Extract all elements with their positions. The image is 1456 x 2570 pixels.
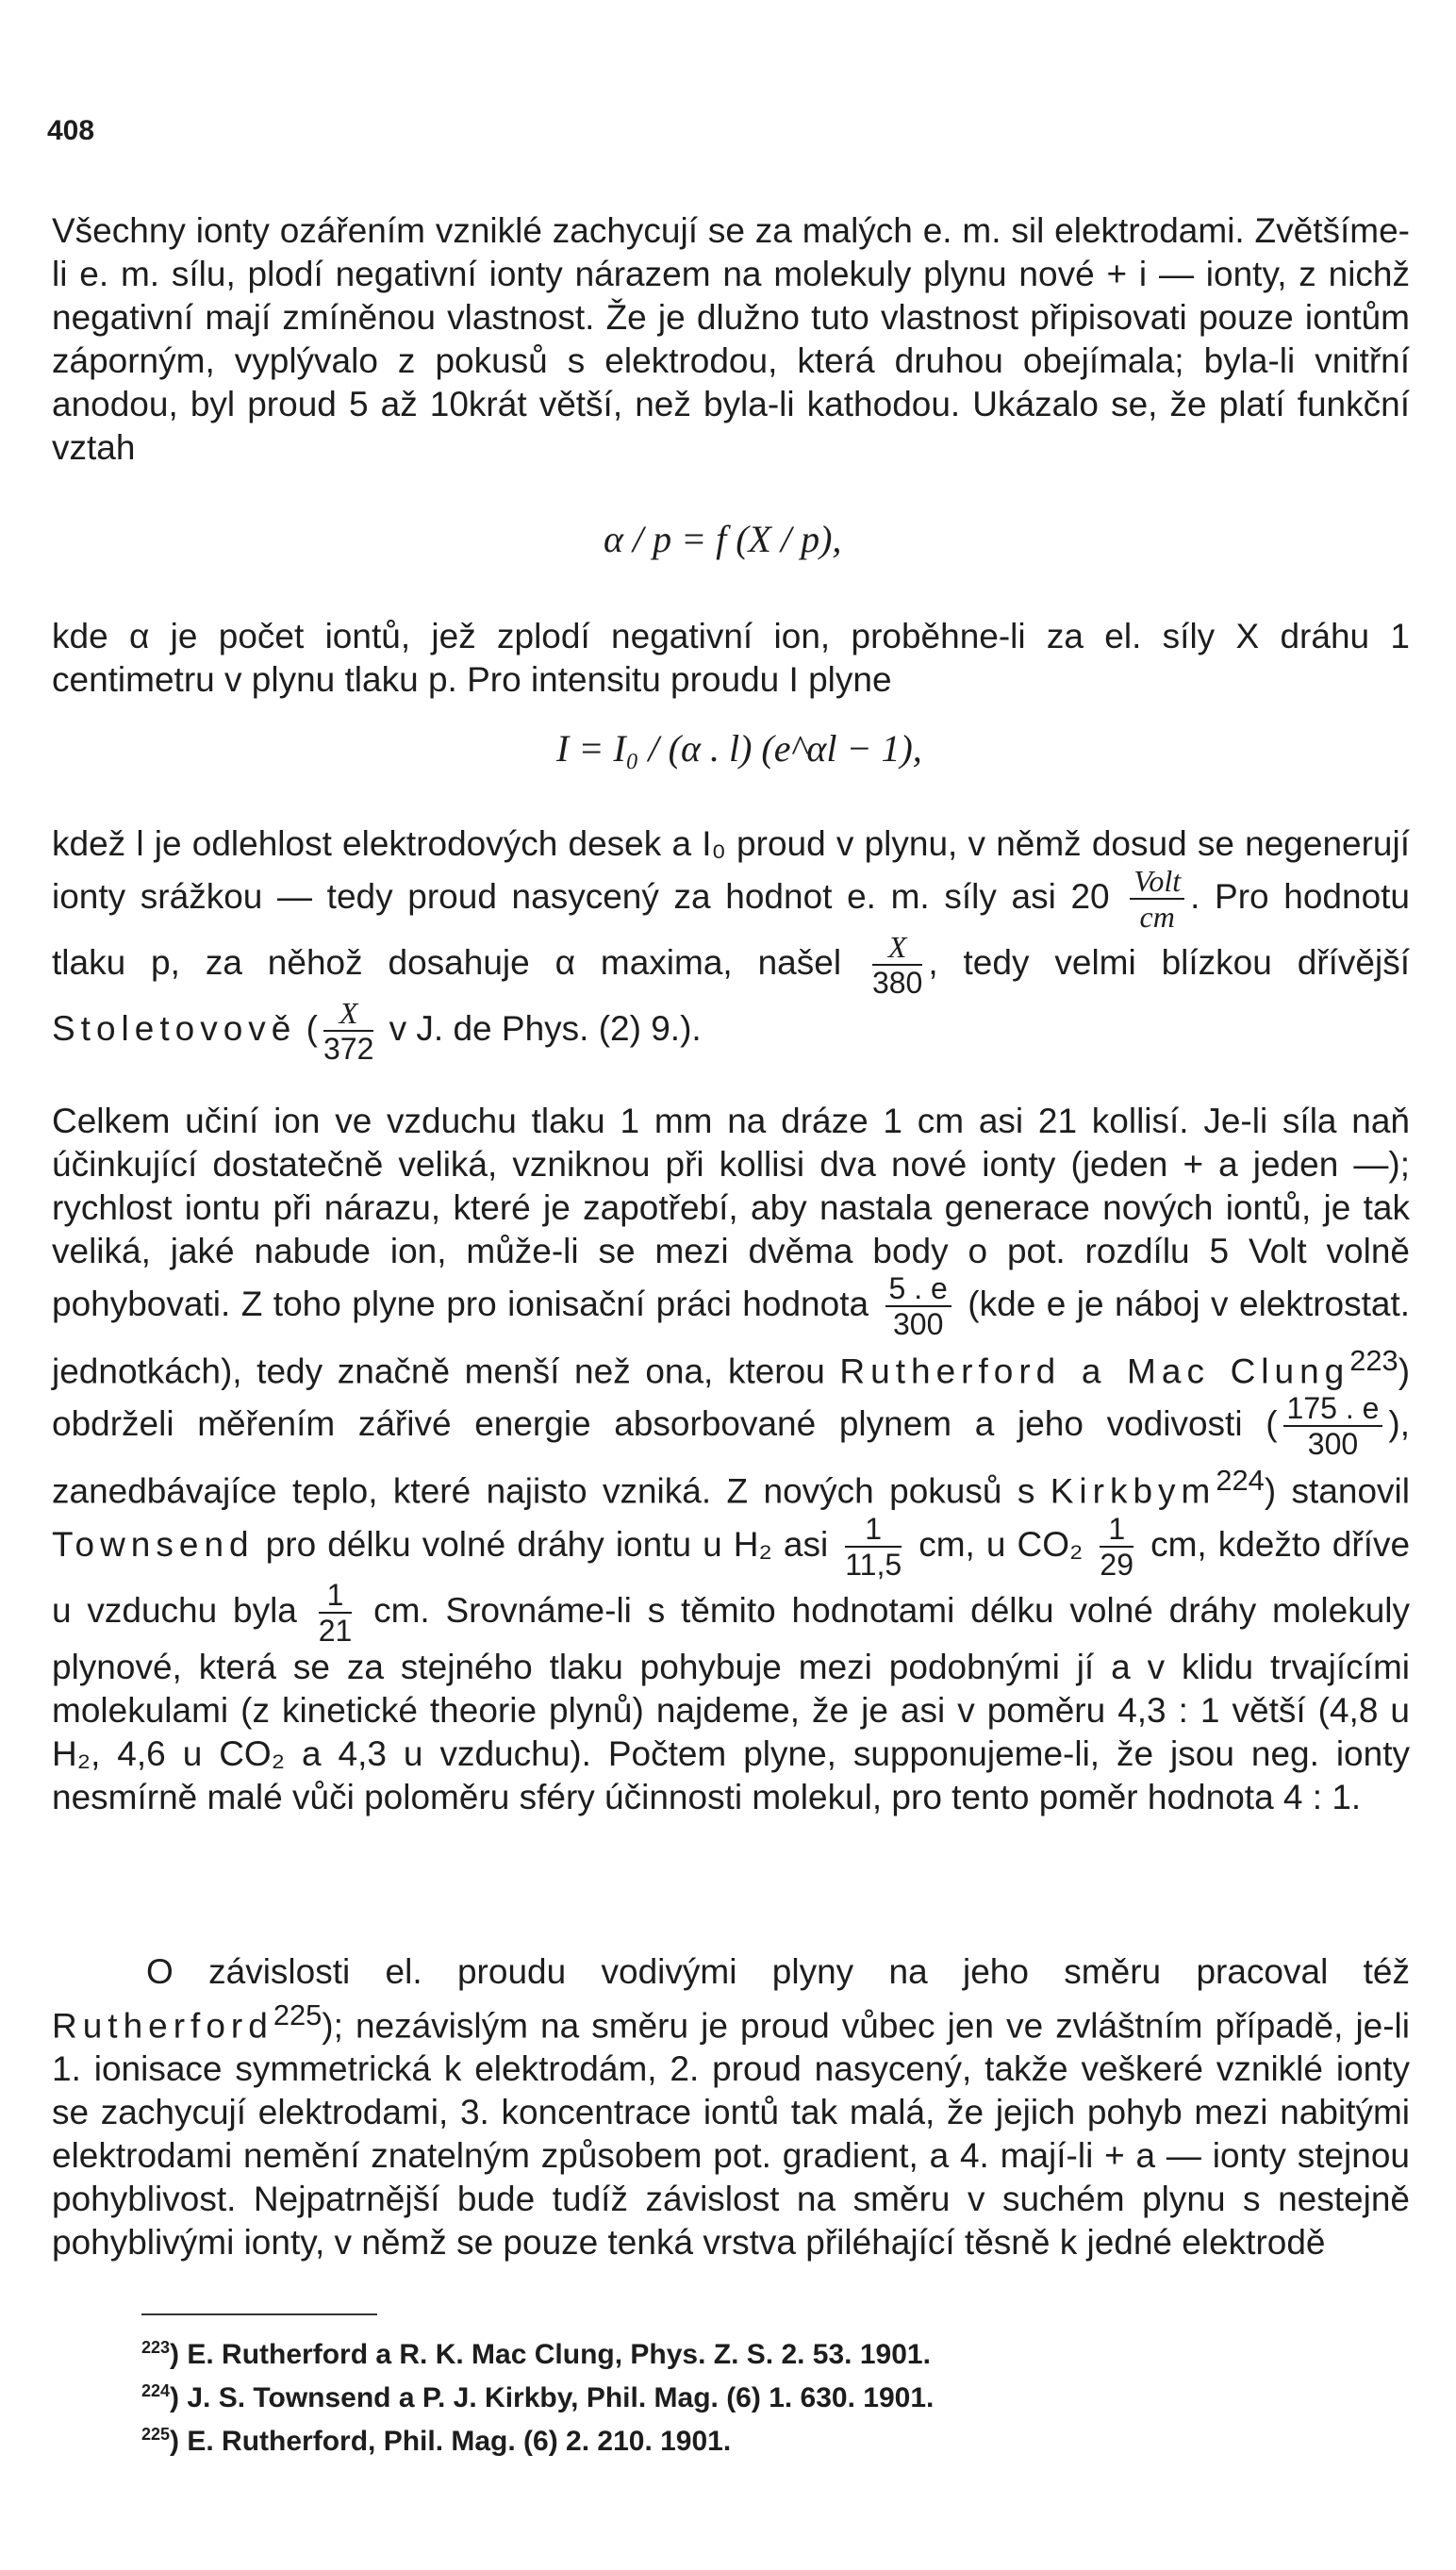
formula-alpha-over-p: α / p = f (X / p), [604,518,842,560]
paragraph-4-text-d: ), zanedbávajíce teplo, které najisto vzniká. Z nových pokusů s [52,1404,1410,1511]
fraction-numerator: X [872,932,922,966]
footnote-text: ) J. S. Townsend a P. J. Kirkby, Phil. Mag. (6) 1. 630. 1901. [170,2382,935,2413]
paragraph-5-block [52,1950,1410,2264]
footnote-ref: 223 [141,2338,171,2357]
paragraph-4-text-g: cm, u CO₂ [918,1524,1084,1564]
paragraph-5-text-b: ); nezávislým na směru je proud vůbec jen ve zvláštním případě, je-li 1. ionisace symmetrická k elektrodám, 2. proud nasycený, takže veškeré vzniklé ionty se zachycují elektrodami, 3. koncentrace iontů tak malá, že jejich pohyb mezi nabitými elektrodami nemění znatelným způsobem pot. gradient, a 4. mají-li + a — ionty stejnou pohyblivost. Nejpatrnější bude tudíž závislost na směru v suchém plynu s nestejně pohyblivými ionty, v němž se pouze tenká vrstva přiléhající těsně k jedné elektrodě [52,2006,1410,2263]
fraction-1-over-29 [1100,1511,1134,1582]
footnote-divider [141,2313,377,2315]
paragraph-4-block [52,1100,1410,1819]
paragraph-1: Všechny ionty ozářením vzniklé zachycují se za malých e. m. sil elektrodami. Zvětšíme-li e. m. sílu, plodí negativní ionty nárazem na molekuly plynu nové + i — ionty, z nichž negativní mají zmíněnou vlastnost. Že je dlužno tuto vlastnost připisovati pouze iontům záporným, vyplývalo z pokusů s elektrodou, která druhou obejímala; byla-li vnitřní anodou, byl proud 5 až 10krát větší, než byla-li kathodou. Ukázalo se, že platí funkční vztah [52,211,1410,467]
paragraph-4-text-b: (kde e je náboj v elektrostat. jednotkách), tedy značně menší než ona, kterou [52,1284,1411,1391]
reference-223: 223 [1349,1344,1398,1377]
paragraph-3 [52,822,1410,1064]
fraction-denominator: 11,5 [845,1547,902,1582]
fraction-denominator: 29 [1100,1547,1134,1582]
paragraph-4-text-i: cm. Srovnáme-li s těmito hodnotami délku volné dráhy molekuly plynové, která se za stejného tlaku pohybuje mezi podobnými jí a v klidu trvajícími molekulami (z kinetické theorie plynů) najdeme, že je asi v poměru 4,3 : 1 větší (4,8 u H₂, 4,6 u CO₂ a 4,3 u vzduchu). Počtem plyne, supponujeme-li, že jsou neg. ionty nesmírně malé vůči poloměru sféry účinnosti molekul, pro tento poměr hodnota 4 : 1. [52,1590,1411,1816]
fraction-numerator: Volt [1130,866,1184,900]
fraction-5e-over-300 [885,1273,951,1339]
fraction-numerator: 1 [845,1514,902,1548]
author-name-stoletov: Stoletovově [52,1008,297,1048]
fraction-numerator: 5 . e [885,1273,951,1307]
paragraph-4-text-e: ) stanovil [1264,1471,1410,1511]
footnote-225 [141,2416,1367,2460]
fraction-numerator: 1 [1100,1514,1133,1548]
footnote-text: ) E. Rutherford a R. K. Mac Clung, Phys. Z. S. 2. 53. 1901. [170,2339,931,2370]
paragraph-3-block [52,822,1410,1064]
fraction-x-over-380 [872,932,922,998]
paragraph-3-text-c: , tedy velmi blízkou dřívější [928,942,1410,982]
fraction-denominator: 300 [1307,1427,1359,1462]
paragraph-3-text-d: ( [306,1008,318,1048]
footnote-text: ) E. Rutherford, Phil. Mag. (6) 2. 210. 1901. [170,2426,732,2457]
page-number: 408 [47,115,95,146]
paragraph-5 [52,1950,1410,2264]
paragraph-4-text-a: Celkem učiní ion ve vzduchu tlaku 1 mm na dráze 1 cm asi 21 kollisí. Je-li síla naň účinkující dostatečně veliká, vzniknou při kollisi dva nové ionty (jeden + a jeden —); rychlost iontu při nárazu, které je zapotřebí, aby nastala generace nových iontů, je tak veliká, jaké nabude ion, může-li se mezi dvěma body o pot. rozdílu 5 Volt volně pohybovati. Z toho plyne pro ionisační práci hodnota [52,1102,1410,1323]
fraction-denominator: 21 [318,1613,353,1648]
paragraph-4-text-f: pro délku volné dráhy iontu u H₂ asi [265,1524,829,1564]
author-name-rutherford: Rutherford [52,2006,273,2046]
fraction-denominator: 372 [323,1032,374,1066]
fraction-175e-over-300 [1283,1391,1383,1462]
author-names-rutherford-macclung: Rutherford a Mac Clung [839,1351,1350,1391]
paragraph-5-text-a: O závislosti el. proudu vodivými plyny na jeho směru pracoval též [146,1952,1410,1991]
fraction-x-over-372 [323,998,373,1064]
footnote-ref: 225 [141,2425,171,2444]
paragraph-4-text-c: ) obdrželi měřením zářivé energie absorbované plynem a jeho vodivosti ( [52,1351,1411,1444]
reference-225: 225 [273,1998,323,2031]
footnotes [141,2330,1367,2460]
fraction-numerator: 175 . e [1283,1393,1383,1427]
footnote-223 [141,2330,1367,2373]
author-name-kirkby: Kirkbym [1050,1471,1216,1511]
paragraph-3-text-a: kdež l je odlehlost elektrodových desek a I₀ proud v plynu, v němž dosud se negenerují ionty srážkou — tedy proud nasycený za hodnot e. m. síly asi 20 [52,824,1410,916]
fraction-denominator: 380 [871,966,923,1000]
fraction-volt-per-cm [1130,866,1184,932]
paragraph-3-text-e: v J. de Phys. (2) 9.). [389,1008,702,1048]
footnote-ref: 224 [141,2381,171,2400]
reference-224: 224 [1216,1464,1265,1498]
fraction-numerator: 1 [319,1580,353,1614]
paragraph-3-text-b: . Pro hodnotu tlaku p, za něhož dosahuje α maxima, našel [52,876,1411,982]
fraction-1-over-11-5 [845,1511,902,1582]
paragraph-2: kde α je počet iontů, jež zplodí negativní ion, proběhne-li za el. síly X dráhu 1 centimetru v plynu tlaku p. Pro intensitu proudu I plyne [52,617,1410,699]
paragraph-4 [52,1100,1410,1819]
footnote-224 [141,2373,1367,2416]
paragraph-4-text-h: cm, kdežto dříve u vzduchu byla [52,1524,1411,1630]
author-name-townsend: Townsend [52,1524,255,1564]
formula-current-intensity: I = I₀ / (α . l) (e^αl − 1), [556,727,922,770]
fraction-denominator: cm [1139,900,1175,934]
fraction-numerator: X [323,998,373,1032]
paragraph-1-block [52,209,1410,470]
fraction-denominator: 300 [892,1307,944,1341]
fraction-1-over-21 [318,1577,353,1648]
paragraph-2-block [52,615,1410,702]
